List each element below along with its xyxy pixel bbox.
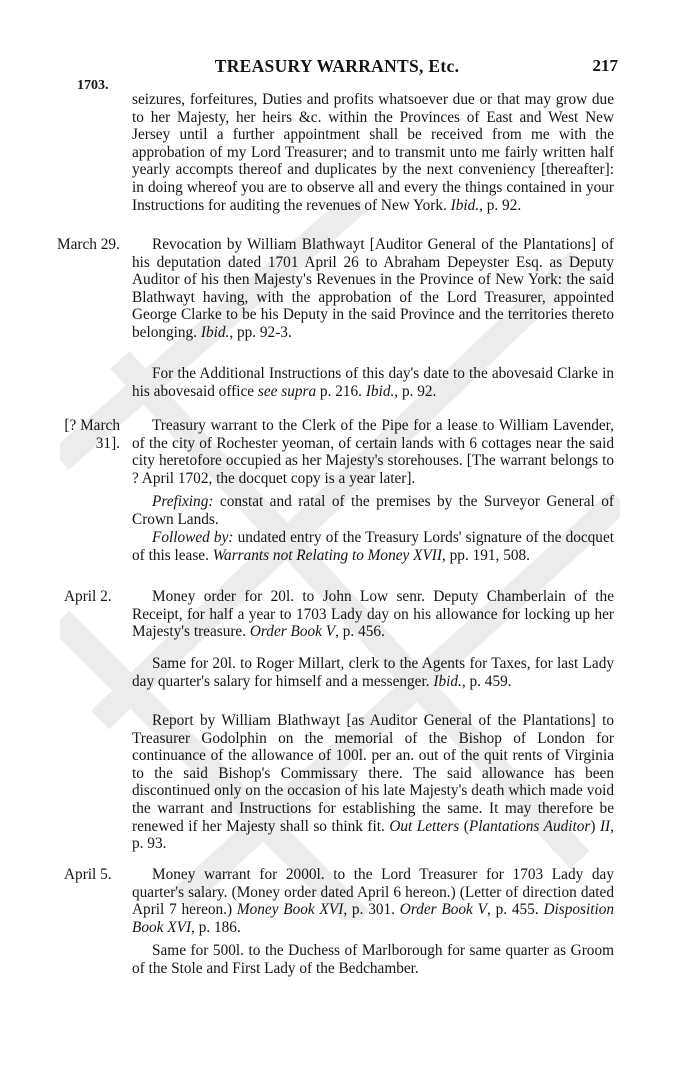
page-number: 217 <box>592 56 618 75</box>
running-title: TREASURY WARRANTS, Etc. <box>214 56 460 76</box>
year-marker: 1703. <box>77 78 109 93</box>
entry-paragraph: Report by William Blathwayt [as Auditor General of the Plantations] to Treasurer Godolphin on the memorial of the Bishop of London for continuance of the allowance of 100l. per an. out of the quit rents of Virginia to the said Bishop's Commissary there. The said allowance has been discontinued only on the occasion of his late Majesty's death which made void the warrant and Instructions for establishing the same. It may therefore be renewed if her Majesty shall so think fit. Out Letters (Plantations Auditor) II, p. 93. <box>132 712 614 853</box>
entry-date: April 5. <box>64 866 112 883</box>
entry-paragraph: Followed by: undated entry of the Treasury Lords' signature of the docquet of this lease. Warrants not Relating to Money XVII, pp. 191, 508. <box>132 529 614 564</box>
entry-paragraph: Treasury warrant to the Clerk of the Pipe for a lease to William Lavender, of the city of Rochester yeoman, of certain lands with 6 cottages near the said city heretofore occupied as her Majesty's storehouses. [The warrant belongs to ? April 1702, the docquet copy is a year later]. <box>132 417 614 487</box>
entry-paragraph: Prefixing: constat and ratal of the premises by the Surveyor General of Crown Lands. <box>132 493 614 528</box>
entry-paragraph: Same for 500l. to the Duchess of Marlborough for same quarter as Groom of the Stole and First Lady of the Bedchamber. <box>132 942 614 977</box>
entry-date: April 2. <box>64 588 112 605</box>
entry-paragraph: Same for 20l. to Roger Millart, clerk to the Agents for Taxes, for last Lady day quarter's salary for himself and a messenger. Ibid., p. 459. <box>132 655 614 690</box>
entry-paragraph: Revocation by William Blathwayt [Auditor General of the Plantations] of his deputation dated 1701 April 26 to Abraham Depeyster Esq. as Deputy Auditor of his then Majesty's Revenues in the Province of New York: the said Blathwayt having, with the approbation of the Lord Treasurer, appointed George Clarke to be his Deputy in the said Province and the territories thereto belonging. Ibid., pp. 92-3. <box>132 236 614 341</box>
entry-paragraph: For the Additional Instructions of this day's date to the abovesaid Clarke in his abovesaid office see supra p. 216. Ibid., p. 92. <box>132 365 614 400</box>
entry-date: March 29. <box>57 236 120 253</box>
entry-paragraph: Money order for 20l. to John Low senr. Deputy Chamberlain of the Receipt, for half a year to 1703 Lady day on his allowance for locking up her Majesty's treasure. Order Book V, p. 456. <box>132 588 614 641</box>
entry-date: [? March 31]. <box>64 417 120 452</box>
entry-paragraph: Money warrant for 2000l. to the Lord Treasurer for 1703 Lady day quarter's salary. (Money order dated April 6 hereon.) (Letter of direction dated April 7 hereon.) Money Book XVI, p. 301. Order Book V, p. 455. Disposition Book XVI, p. 186. <box>132 866 614 936</box>
page-header <box>0 56 674 80</box>
entry-paragraph: seizures, forfeitures, Duties and profits whatsoever due or that may grow due to her Majesty, her heirs &c. within the Provinces of East and West New Jersey until a further appointment shall be received from me with the approbation of my Lord Treasurer; and to transmit unto me fairly written half yearly accompts thereof and duplicates by the next conveniency [thereafter]: in doing whereof you are to observe all and every the things contained in your Instructions for auditing the revenues of New York. Ibid., p. 92. <box>132 91 614 214</box>
